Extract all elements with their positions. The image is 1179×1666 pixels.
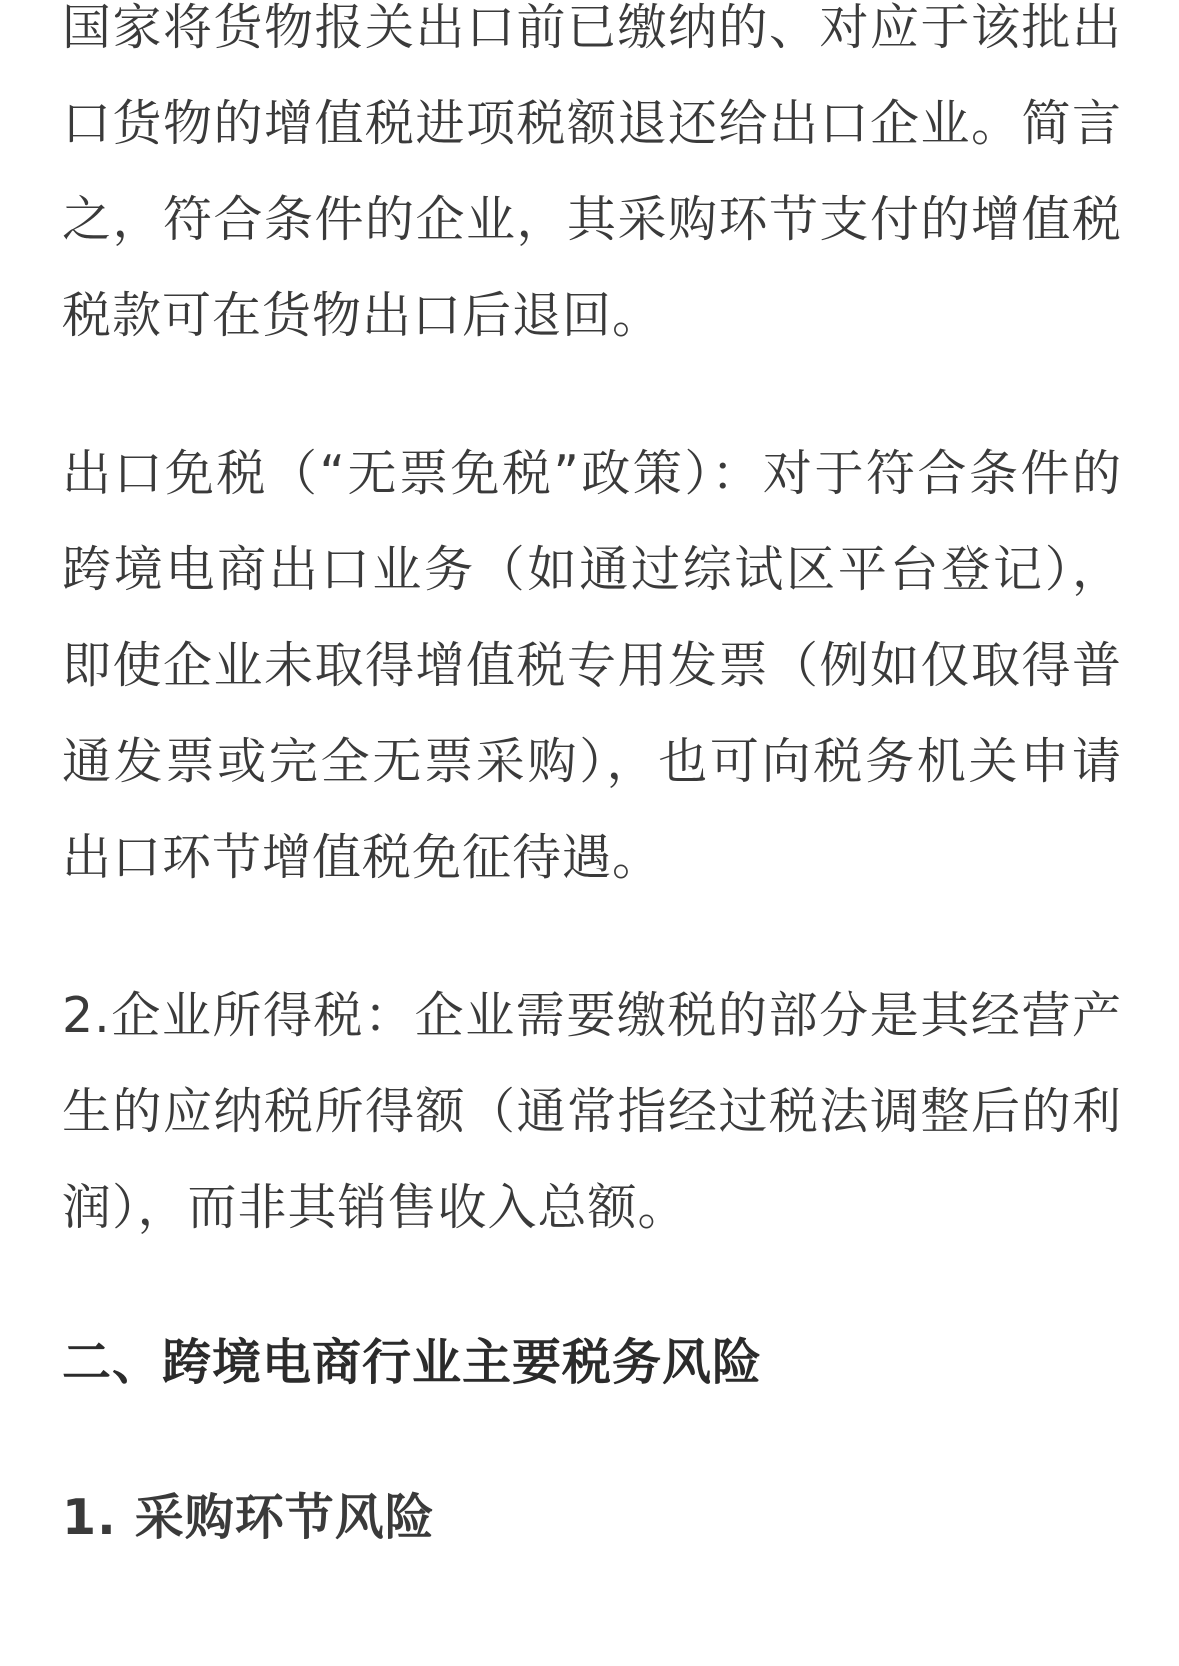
article-body <box>62 0 1122 1566</box>
paragraph-export-tax-refund: 国家将货物报关出口前已缴纳的、对应于该批出口货物的增值税进项税额退还给出口企业。简言之，符合条件的企业，其采购环节支付的增值税税款可在货物出口后退回。 <box>62 0 1122 344</box>
paragraph-corporate-income-tax: 2.企业所得税：企业需要缴税的部分是其经营产生的应纳税所得额（通常指经过税法调整后的利润），而非其销售收入总额。 <box>62 987 1122 1236</box>
section-heading-tax-risks: 二、跨境电商行业主要税务风险 <box>62 1334 763 1391</box>
subsection-heading-procurement-risk: 1. 采购环节风险 <box>62 1489 435 1546</box>
paragraph-export-tax-exemption: 出口免税（“无票免税”政策）：对于符合条件的跨境电商出口业务（如通过综试区平台登记），即使企业未取得增值税专用发票（例如仅取得普通发票或完全无票采购），也可向税务机关申请出口环节增值税免征待遇。 <box>62 445 1122 886</box>
